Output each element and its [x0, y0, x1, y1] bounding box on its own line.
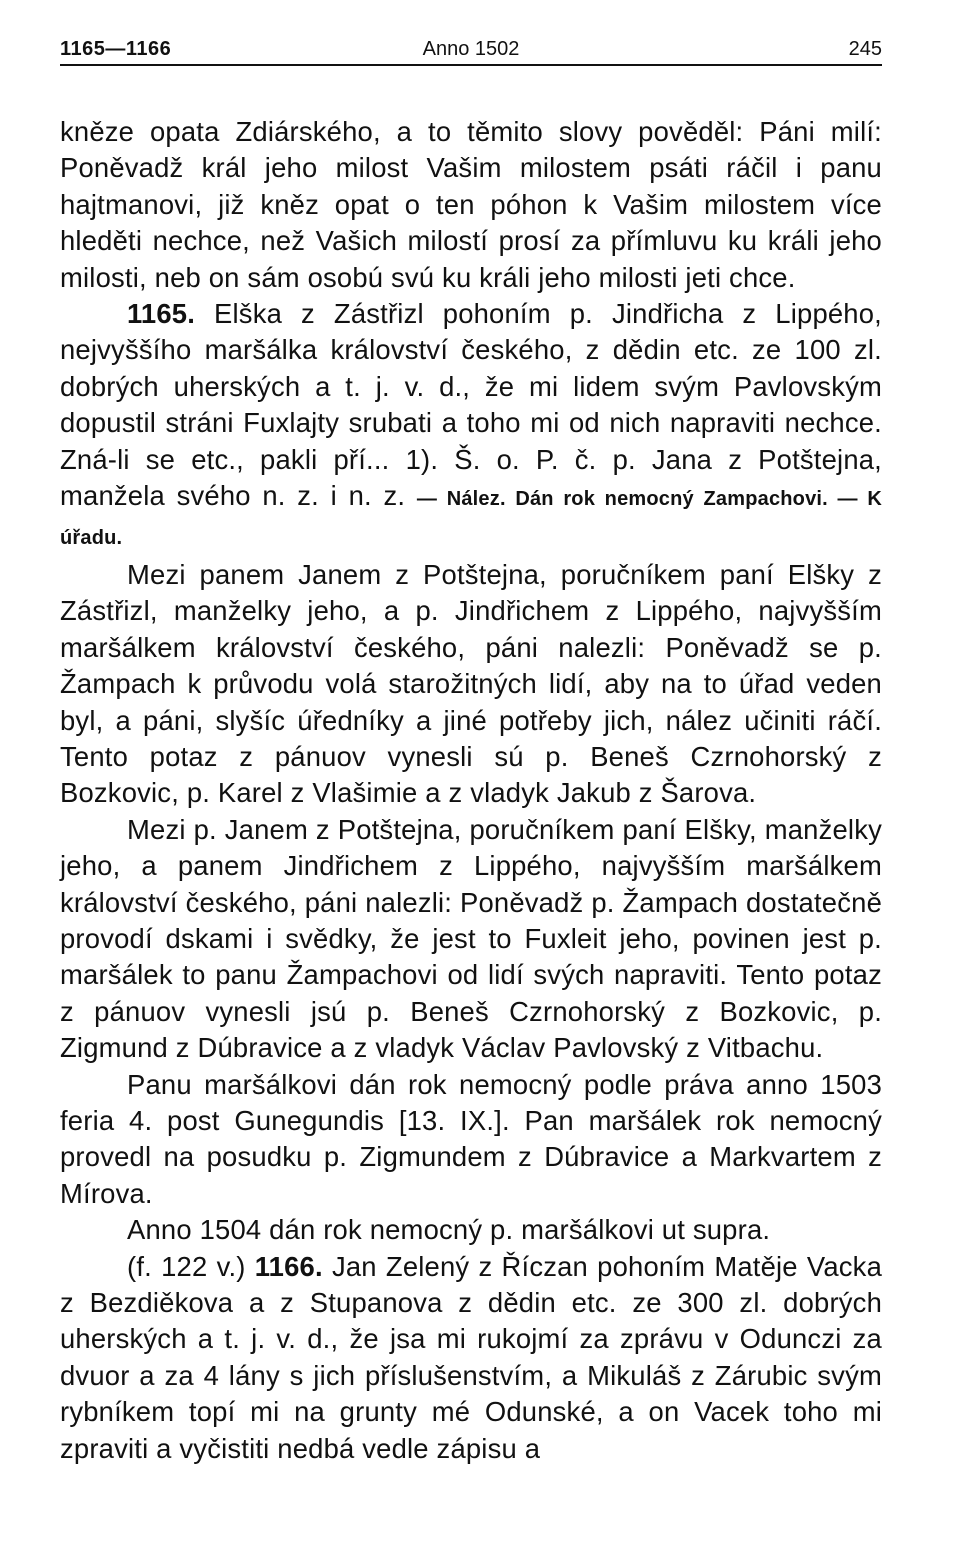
paragraph-finding-2 — [60, 812, 882, 1067]
entry-text: Jan Zelený z Říczan pohoním Matěje Vacka z Bezdiěkova a z Stupanova z dědin etc. ze 300 zl. dobrých uherských a t. j. v. d., že jsa mi rukojmí za zprávu v Odunczi za dvuor a za 4 lány s jich příslušenstvím, a Mikuláš z Zárubic svým rybníkem topí mi na grunty mé Odunské, a on Vacek toho mi zpraviti a vyčistiti nedbá vedle zápisu a — [60, 1250, 882, 1464]
paragraph-text: Panu maršálkovi dán rok nemocný podle práva anno 1503 feria 4. post Gunegundis [13. IX.]. Pan maršálek rok nemocný provedl na posudku p. Zigmundem z Dúbravice a Markvartem z Mírova. — [60, 1068, 882, 1209]
body-text — [60, 114, 882, 1467]
paragraph-text: Anno 1504 dán rok nemocný p. maršálkovi ut supra. — [127, 1214, 771, 1246]
entry-number: 1165. — [127, 298, 196, 330]
paragraph-anno-1504 — [60, 1212, 882, 1248]
folio-reference: (f. 122 v.) — [127, 1250, 255, 1282]
book-page — [60, 34, 882, 1467]
paragraph-finding-1 — [60, 557, 882, 812]
entry-note: — Nález. Dán rok nemocný Zampachovi. — K úřadu. — [60, 488, 883, 550]
paragraph-text: Mezi p. Janem z Potštejna, poručníkem paní Elšky, manželky jeho, a panem Jindřichem z Lippého, najvyšším maršálkem království českého, páni nalezli: Poněvadž p. Žampach dostatečně provodí dskami i svědky, že jest to Fuxleit jeho, povinen jest p. maršálek to panu Žampachovi od lidí svých napraviti. Tento potaz z pánuov vynesli jsú p. Beneš Czrnohorský z Bozkovic, p. Zigmund z Dúbravice a z vladyk Václav Pavlovský z Vitbachu. — [60, 813, 882, 1064]
entry-number: 1166. — [254, 1250, 323, 1282]
paragraph-continuation — [60, 114, 882, 296]
header-year: Anno 1502 — [422, 38, 520, 60]
entry-1165 — [60, 296, 882, 557]
page-number: 245 — [848, 38, 882, 60]
paragraph-text: Mezi panem Janem z Potštejna, poručníkem paní Elšky z Zástřizl, manželky jeho, a p. Jindřichem z Lippého, najvyšším maršálkem království českého, páni nalezli: Poněvadž se p. Žampach k průvodu volá starožitných lidí, aby na to úřad veden byl, a páni, slyšíc úředníky a jiné potřeby jich, nález učiniti ráčí. Tento potaz z pánuov vynesli sú p. Beneš Czrnohorský z Bozkovic, p. Karel z Vlašimie a z vladyk Jakub z Šarova. — [60, 558, 882, 809]
entry-1166 — [60, 1249, 882, 1467]
entry-text: Elška z Zástřizl pohoním p. Jindřicha z Lippého, nejvyššího maršálka království českého, z dědin etc. ze 100 zl. dobrých uherských a t. j. v. d., že mi lidem svým Pavlovským dopustil stráni Fuxlajty srubati a toho mi od nich napraviti nechce. Zná-li se etc., pakli pří... 1). Š. o. P. č. p. Jana z Potštejna, manžela svého n. z. i n. z. — [60, 298, 882, 512]
entry-range: 1165—1166 — [60, 38, 172, 60]
running-header — [60, 34, 882, 66]
paragraph-text: kněze opata Zdiárského, a to těmito slovy pověděl: Páni milí: Poněvadž král jeho milost Vašim milostem psáti ráčil i panu hajtmanovi, již kněz opat o ten póhon k Vašim milostem více hleděti nechce, než Vašich milostí prosí za přímluvu ku králi jeho milosti, neb on sám osobú svú ku králi jeho milosti jeti chce. — [60, 116, 882, 293]
paragraph-sick-term — [60, 1067, 882, 1213]
